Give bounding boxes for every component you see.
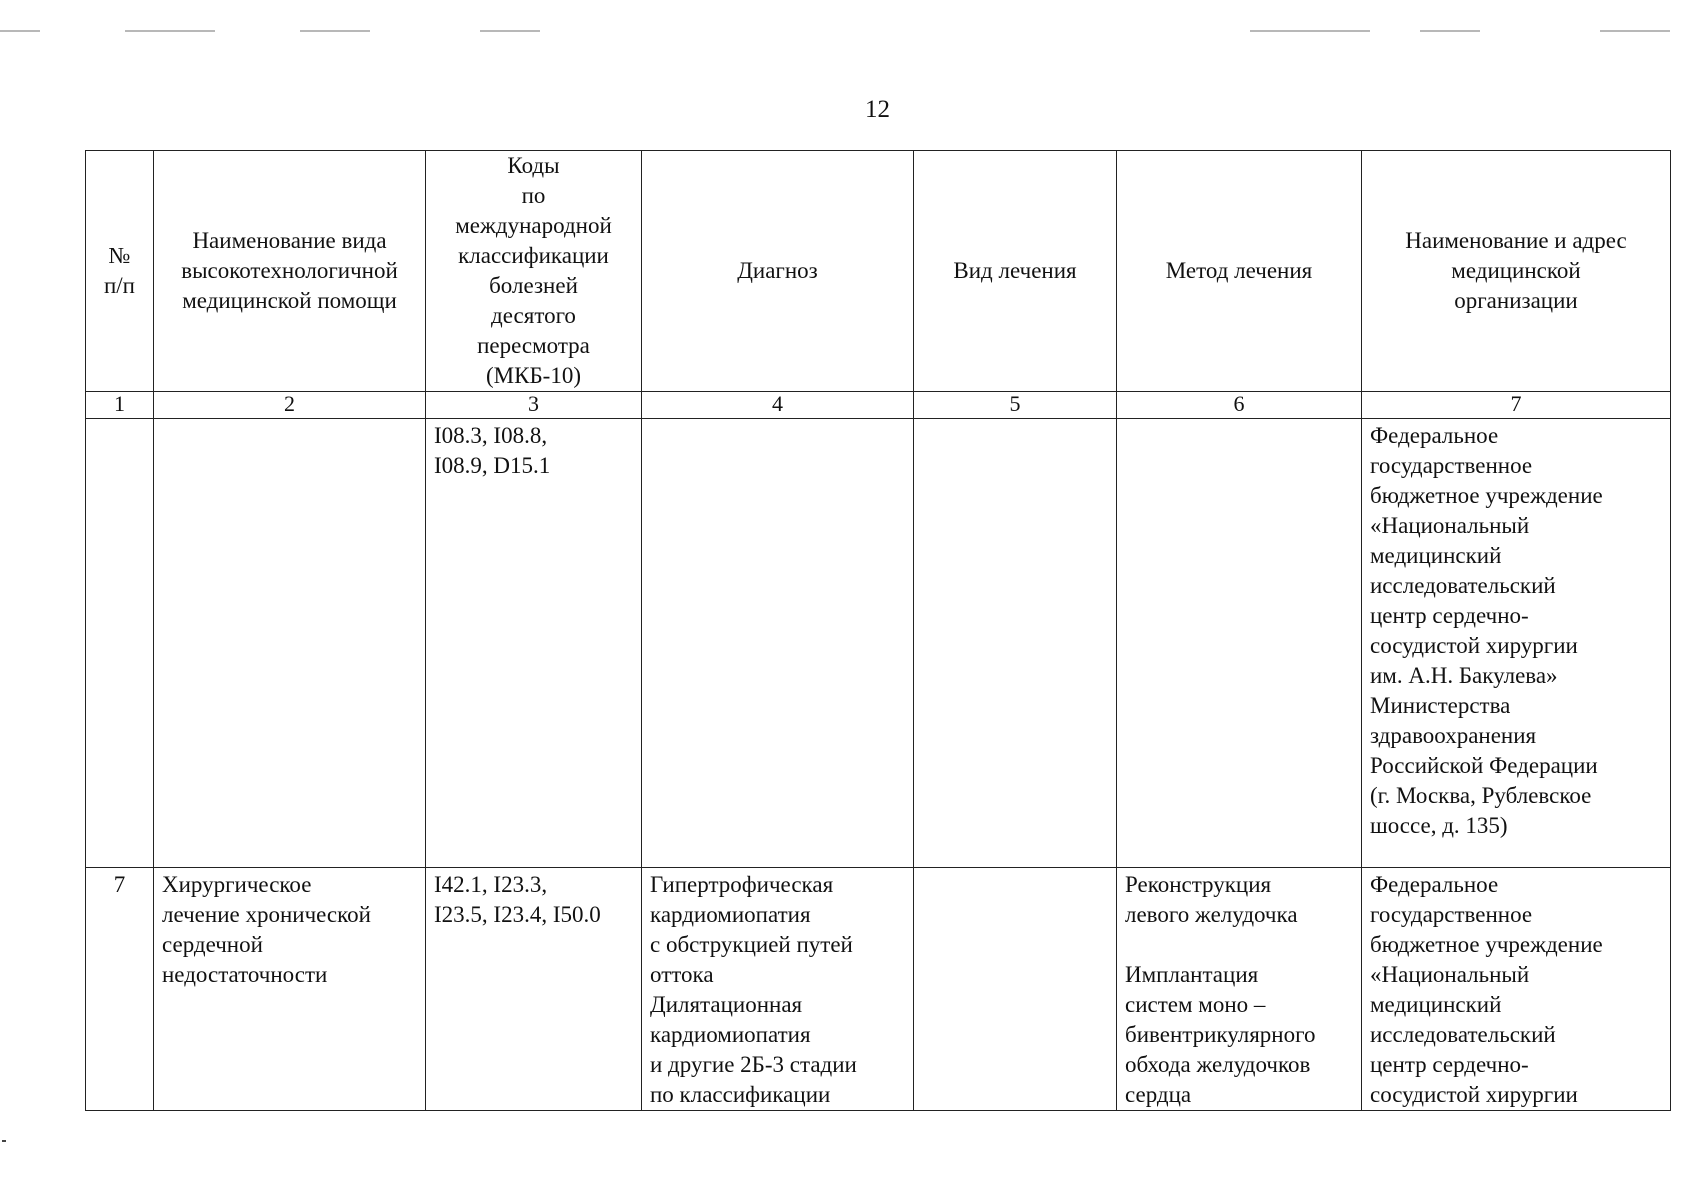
cell-text-line: 7 (113, 872, 126, 897)
header-treatment-type (914, 151, 1117, 392)
cell-text-line: I08.3, I08.8, (434, 423, 548, 448)
scan-artifact-line (300, 30, 370, 32)
column-number: 6 (1117, 392, 1362, 419)
cell-text-line: (г. Москва, Рублевское (1370, 783, 1592, 808)
cell-text-line: бивентрикулярного (1125, 1022, 1316, 1047)
header-treatment-method (1117, 151, 1362, 392)
cell-text-line: и другие 2Б-3 стадии (650, 1052, 857, 1077)
cell-text-line: медицинской (1451, 258, 1581, 283)
cell-text-line: «Национальный (1370, 513, 1530, 538)
scan-artifact-line (1420, 30, 1480, 32)
cell-treatment-type (914, 868, 1117, 1111)
scan-artifact-line (480, 30, 540, 32)
cell-care-type (154, 868, 426, 1111)
page-number: 12 (865, 96, 890, 123)
scan-artifact-mark (2, 1140, 6, 1142)
cell-text-line: высокотехнологичной (181, 258, 398, 283)
cell-text-line: шоссе, д. 135) (1370, 813, 1508, 838)
cell-text-line: медицинской помощи (182, 288, 397, 313)
cell-text-line: Диагноз (737, 258, 818, 283)
cell-icd-codes (426, 419, 642, 868)
column-number: 1 (86, 392, 154, 419)
cell-text-line: Коды (507, 153, 560, 178)
column-number: 7 (1362, 392, 1671, 419)
cell-text-line: сердечной (162, 932, 263, 957)
cell-text-line: Дилятационная (650, 992, 803, 1017)
cell-text-line: Имплантация (1125, 962, 1259, 987)
header-care-type (154, 151, 426, 392)
cell-text-line: Хирургическое (162, 872, 312, 897)
cell-text-line: оттока (650, 962, 714, 987)
cell-text-line: «Национальный (1370, 962, 1530, 987)
cell-treatment-method (1117, 419, 1362, 868)
cell-diagnosis (642, 868, 914, 1111)
cell-text-line: с обструкцией путей (650, 932, 853, 957)
cell-text-line: сосудистой хирургии (1370, 1082, 1578, 1107)
header-diagnosis (642, 151, 914, 392)
cell-text-line: центр сердечно- (1370, 1052, 1529, 1077)
medical-care-table (85, 150, 1671, 1111)
cell-text-line: Наименование вида (192, 228, 387, 253)
cell-text-line: № (108, 243, 131, 268)
cell-text-line: кардиомиопатия (650, 1022, 811, 1047)
cell-icd-codes (426, 868, 642, 1111)
table-row (86, 868, 1671, 1111)
scan-artifact-line (125, 30, 215, 32)
cell-text-line: по (521, 183, 546, 208)
cell-text-line: исследовательский (1370, 1022, 1556, 1047)
cell-text-line: I08.9, D15.1 (434, 453, 551, 478)
cell-text-line: Наименование и адрес (1405, 228, 1627, 253)
cell-text-line: Гипертрофическая (650, 872, 834, 897)
cell-text-line: организации (1454, 288, 1578, 313)
column-number: 2 (154, 392, 426, 419)
cell-treatment-type (914, 419, 1117, 868)
cell-text-line: Российской Федерации (1370, 753, 1598, 778)
cell-diagnosis (642, 419, 914, 868)
cell-text-line: бюджетное учреждение (1370, 483, 1603, 508)
cell-text-line: исследовательский (1370, 573, 1556, 598)
column-number: 5 (914, 392, 1117, 419)
cell-text-line: государственное (1370, 453, 1533, 478)
cell-text-line: Федеральное (1370, 423, 1499, 448)
cell-text-line: левого желудочка (1125, 902, 1298, 927)
column-number: 3 (426, 392, 642, 419)
table-row (86, 419, 1671, 868)
cell-text-line: бюджетное учреждение (1370, 932, 1603, 957)
cell-text-line: лечение хронической (162, 902, 371, 927)
scan-artifact-line (1250, 30, 1370, 32)
cell-text-line: п/п (103, 273, 135, 298)
cell-text-line: Метод лечения (1165, 258, 1313, 283)
header-number (86, 151, 154, 392)
column-number: 4 (642, 392, 914, 419)
cell-text-line: Вид лечения (953, 258, 1077, 283)
cell-text-line (1125, 930, 1353, 960)
cell-text-line: I23.5, I23.4, I50.0 (434, 902, 601, 927)
cell-text-line: недостаточности (162, 962, 328, 987)
header-organization (1362, 151, 1671, 392)
cell-text-line: классификации (458, 243, 609, 268)
scan-artifact-line (1600, 30, 1670, 32)
cell-care-type (154, 419, 426, 868)
cell-text-line: I42.1, I23.3, (434, 872, 548, 897)
cell-text-line: Реконструкция (1125, 872, 1272, 897)
cell-text-line: им. А.Н. Бакулева» (1370, 663, 1558, 688)
cell-text-line: (МКБ-10) (486, 363, 581, 388)
cell-text-line: международной (455, 213, 612, 238)
column-number-row (86, 392, 1671, 419)
cell-text-line: систем моно – (1125, 992, 1266, 1017)
cell-text-line: обхода желудочков (1125, 1052, 1311, 1077)
header-icd-codes (426, 151, 642, 392)
cell-text-line: здравоохранения (1370, 723, 1537, 748)
cell-text-line: кардиомиопатия (650, 902, 811, 927)
cell-number (86, 868, 154, 1111)
scan-artifact-line (0, 30, 40, 32)
cell-text-line: сосудистой хирургии (1370, 633, 1578, 658)
cell-text-line: десятого (491, 303, 576, 328)
cell-organization (1362, 868, 1671, 1111)
cell-text-line: по классификации (650, 1082, 831, 1107)
cell-text-line: болезней (489, 273, 578, 298)
cell-text-line: медицинский (1370, 543, 1502, 568)
cell-organization (1362, 419, 1671, 868)
cell-text-line: пересмотра (477, 333, 590, 358)
cell-text-line: Министерства (1370, 693, 1511, 718)
cell-text-line: сердца (1125, 1082, 1192, 1107)
cell-number (86, 419, 154, 868)
cell-treatment-method (1117, 868, 1362, 1111)
cell-text-line: медицинский (1370, 992, 1502, 1017)
cell-text-line: Федеральное (1370, 872, 1499, 897)
cell-text-line: государственное (1370, 902, 1533, 927)
header-row (86, 151, 1671, 392)
cell-text-line: центр сердечно- (1370, 603, 1529, 628)
